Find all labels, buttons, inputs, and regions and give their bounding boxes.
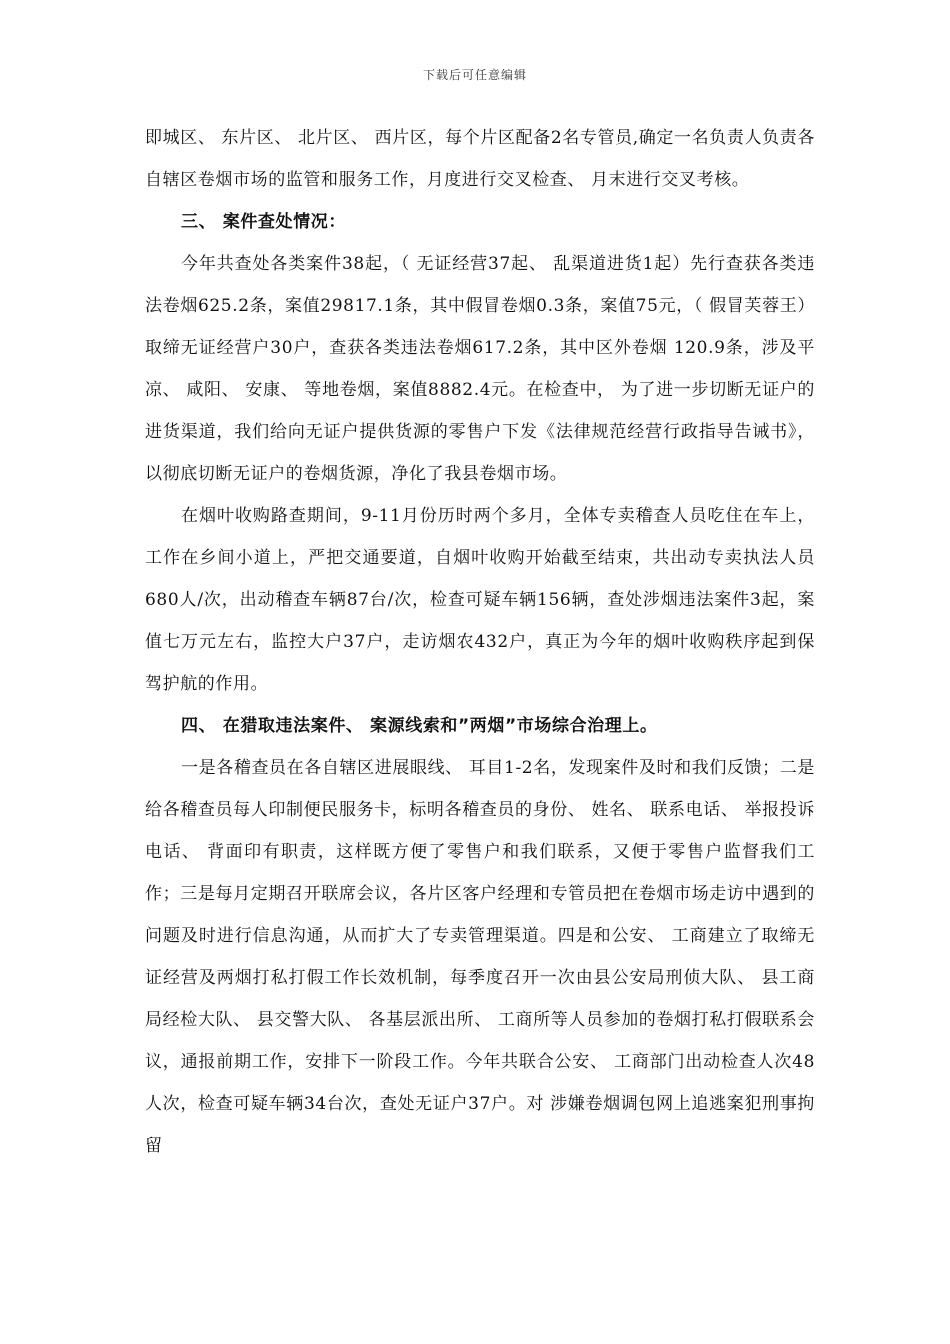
- paragraph-continuation: 即城区、 东片区、 北片区、 西片区，每个片区配备2名专管员,确定一名负责人负责各自辖区卷烟市场的监管和服务工作，月度进行交叉检查、 月末进行交叉考核。: [145, 128, 815, 190]
- document-body: [145, 117, 815, 1167]
- section-heading-4: 四、 在猎取违法案件、 案源线索和”两烟”市场综合治理上。: [181, 716, 658, 736]
- paragraph-measures: 一是各稽查员在各自辖区进展眼线、 耳目1-2名，发现案件及时和我们反馈；二是给各稽查员每人印制便民服务卡，标明各稽查员的身份、 姓名、 联系电话、 举报投诉电话、 背面印有职责，这样既方便了零售户和我们联系，又便于零售户监督我们工作；三是每月定期召开联席会议，各片区客户经理和专管员把在卷烟市场走访中遇到的问题及时进行信息沟通，从而扩大了专卖管理渠道。四是和公安、 工商建立了取缔无证经营及两烟打私打假工作长效机制，每季度召开一次由县公安局刑侦大队、 县工商局经检大队、 县交警大队、 各基层派出所、 工商所等人员参加的卷烟打私打假联系会议，通报前期工作，安排下一阶段工作。今年共联合公安、 工商部门出动检查人次48人次，检查可疑车辆34台次，查处无证户37户。对 涉嫌卷烟调包网上追逃案犯刑事拘留: [145, 758, 815, 1156]
- paragraph-case-summary: 今年共查处各类案件38起，（ 无证经营37起、 乱渠道进货1起）先行查获各类违法卷烟625.2条，案值29817.1条，其中假冒卷烟0.3条，案值75元，（ 假冒芙蓉王）取缔无证经营户30户，查获各类违法卷烟617.2条，其中区外卷烟 120.9条，涉及平凉、 咸阳、 安康、 等地卷烟，案值8882.4元。在检查中， 为了进一步切断无证户的进货渠道，我们给向无证户提供货源的零售户下发《法律规范经营行政指导告诫书》，以彻底切断无证户的卷烟货源，净化了我县卷烟市场。: [145, 254, 815, 484]
- header-note: 下载后可任意编辑: [422, 68, 527, 82]
- section-heading-3: 三、 案件查处情况：: [181, 212, 346, 232]
- paragraph-road-inspection: 在烟叶收购路查期间，9-11月份历时两个多月，全体专卖稽查人员吃住在车上，工作在乡间小道上，严把交通要道，自烟叶收购开始截至结束，共出动专卖执法人员680人/次，出动稽查车辆87台/次，检查可疑车辆156辆，查处涉烟违法案件3起，案值七万元左右，监控大户37户，走访烟农432户，真正为今年的烟叶收购秩序起到保驾护航的作用。: [145, 506, 815, 694]
